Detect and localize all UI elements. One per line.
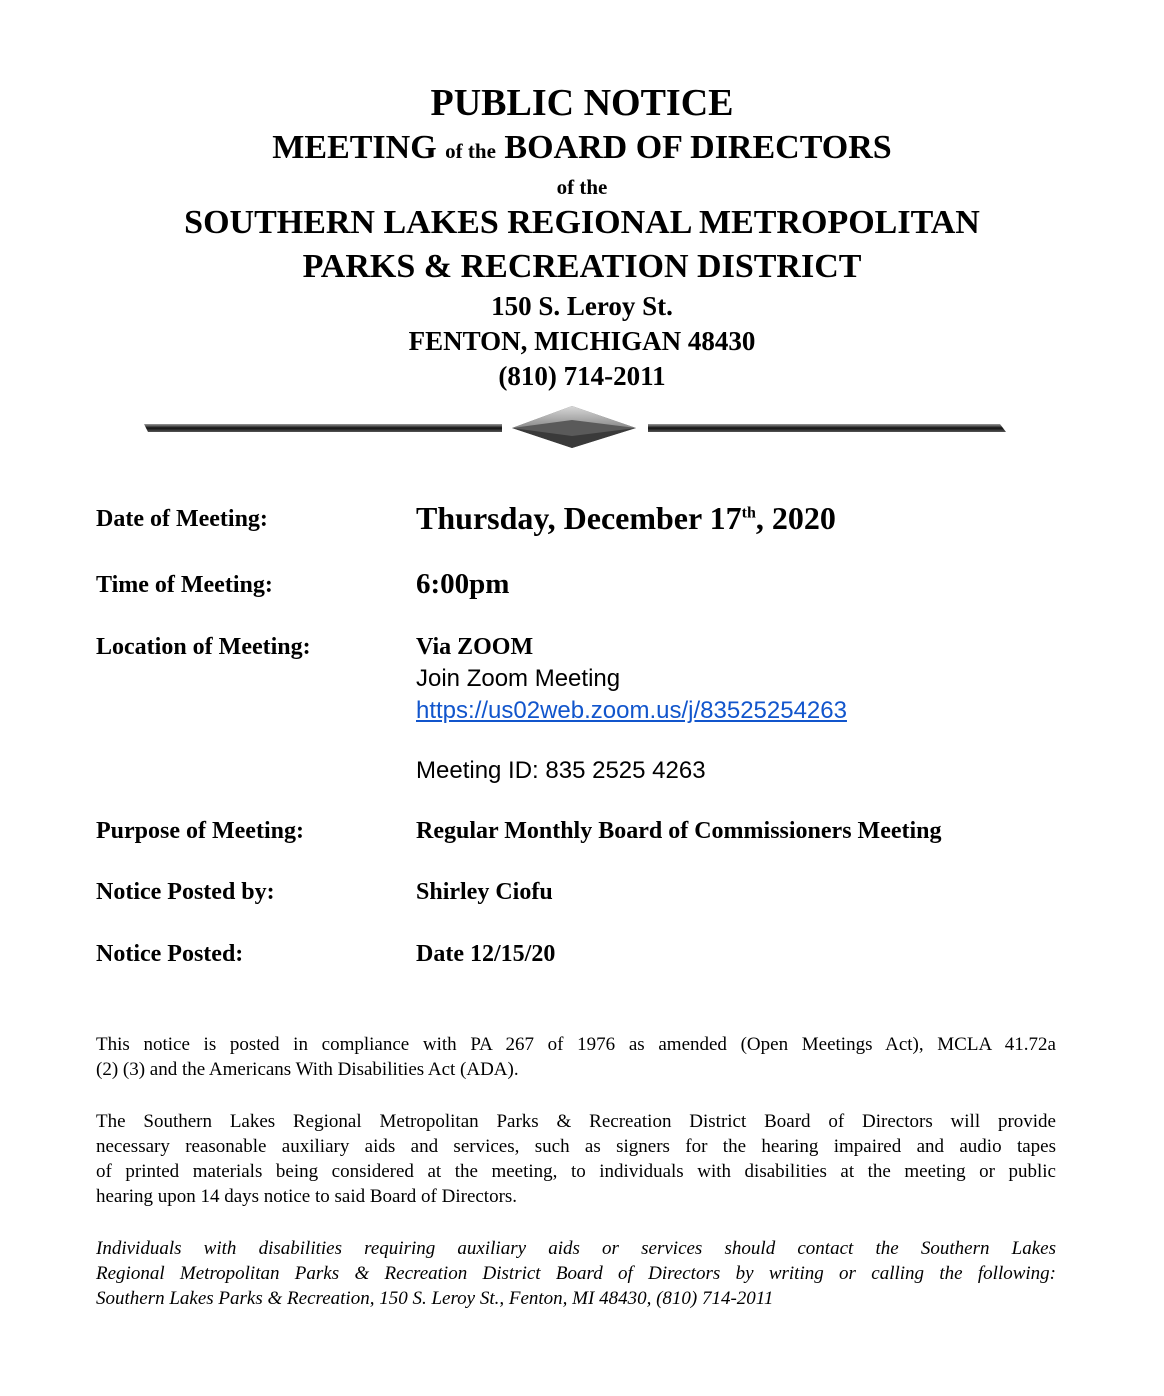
posted-by-label: Notice Posted by:	[96, 879, 275, 905]
contact-line-3: Southern Lakes Parks & Recreation, 150 S. Leroy St., Fenton, MI 48430, (810) 714-2011	[96, 1288, 774, 1309]
time-value: 6:00pm	[416, 568, 510, 600]
zoom-meeting-id: Meeting ID: 835 2525 4263	[416, 757, 706, 784]
zoom-meeting-link[interactable]: https://us02web.zoom.us/j/83525254263	[416, 697, 847, 724]
meeting-of-the: of the	[445, 139, 496, 163]
aids-line-4: hearing upon 14 days notice to said Board of Directors.	[96, 1186, 518, 1207]
address-street: 150 S. Leroy St.	[491, 291, 673, 321]
location-value: Via ZOOM	[416, 634, 534, 660]
purpose-value: Regular Monthly Board of Commissioners Meeting	[416, 818, 942, 844]
contact-line-1: Individuals with disabilities requiring auxiliary aids or services should contact the Southern Lakes	[96, 1238, 1056, 1259]
posted-value: Date 12/15/20	[416, 941, 556, 967]
aids-line-2: necessary reasonable auxiliary aids and services, such as signers for the hearing impaired and audio tapes	[96, 1136, 1056, 1157]
purpose-label: Purpose of Meeting:	[96, 818, 304, 844]
date-value-suffix: th	[741, 504, 756, 522]
aids-line-1: The Southern Lakes Regional Metropolitan Parks & Recreation District Board of Directors will provide	[96, 1111, 1056, 1132]
date-value-main: Thursday, December 17	[416, 500, 742, 536]
phone-number: (810) 714-2011	[498, 361, 666, 391]
date-value	[416, 500, 836, 537]
address-city: FENTON, MICHIGAN 48430	[408, 326, 756, 356]
divider-right-line	[648, 424, 1006, 432]
compliance-line-2: (2) (3) and the Americans With Disabilities Act (ADA).	[96, 1059, 519, 1080]
posted-by-value: Shirley Ciofu	[416, 879, 553, 905]
location-label: Location of Meeting:	[96, 634, 311, 660]
zoom-url-line	[416, 697, 847, 725]
auxiliary-aids-paragraph	[96, 1109, 1056, 1209]
aids-line-3: of printed materials being considered at the meeting, to individuals with disabilities at the meeting or public	[96, 1161, 1056, 1182]
notice-title: PUBLIC NOTICE	[430, 82, 734, 124]
of-the-line: of the	[556, 175, 608, 199]
meeting-word: MEETING	[272, 129, 437, 166]
date-label: Date of Meeting:	[96, 506, 268, 532]
zoom-join-text: Join Zoom Meeting	[416, 665, 621, 692]
notice-header	[0, 80, 1164, 394]
compliance-line-1: This notice is posted in compliance with PA 267 of 1976 as amended (Open Meetings Act), MCLA 41.72a	[96, 1034, 1056, 1055]
compliance-paragraph	[96, 1032, 1056, 1082]
decorative-divider	[140, 400, 1010, 450]
board-meeting-heading	[0, 126, 1164, 173]
contact-line-2: Regional Metropolitan Parks & Recreation District Board of Directors by writing or calling the following:	[96, 1263, 1056, 1284]
time-label: Time of Meeting:	[96, 572, 273, 598]
district-name-line2: PARKS & RECREATION DISTRICT	[302, 248, 862, 285]
contact-paragraph	[96, 1236, 1056, 1311]
date-value-year: , 2020	[755, 500, 836, 536]
divider-left-line	[144, 424, 502, 432]
board-of-directors: BOARD OF DIRECTORS	[504, 129, 892, 166]
district-name-line1: SOUTHERN LAKES REGIONAL METROPOLITAN	[184, 204, 980, 241]
posted-label: Notice Posted:	[96, 941, 244, 967]
